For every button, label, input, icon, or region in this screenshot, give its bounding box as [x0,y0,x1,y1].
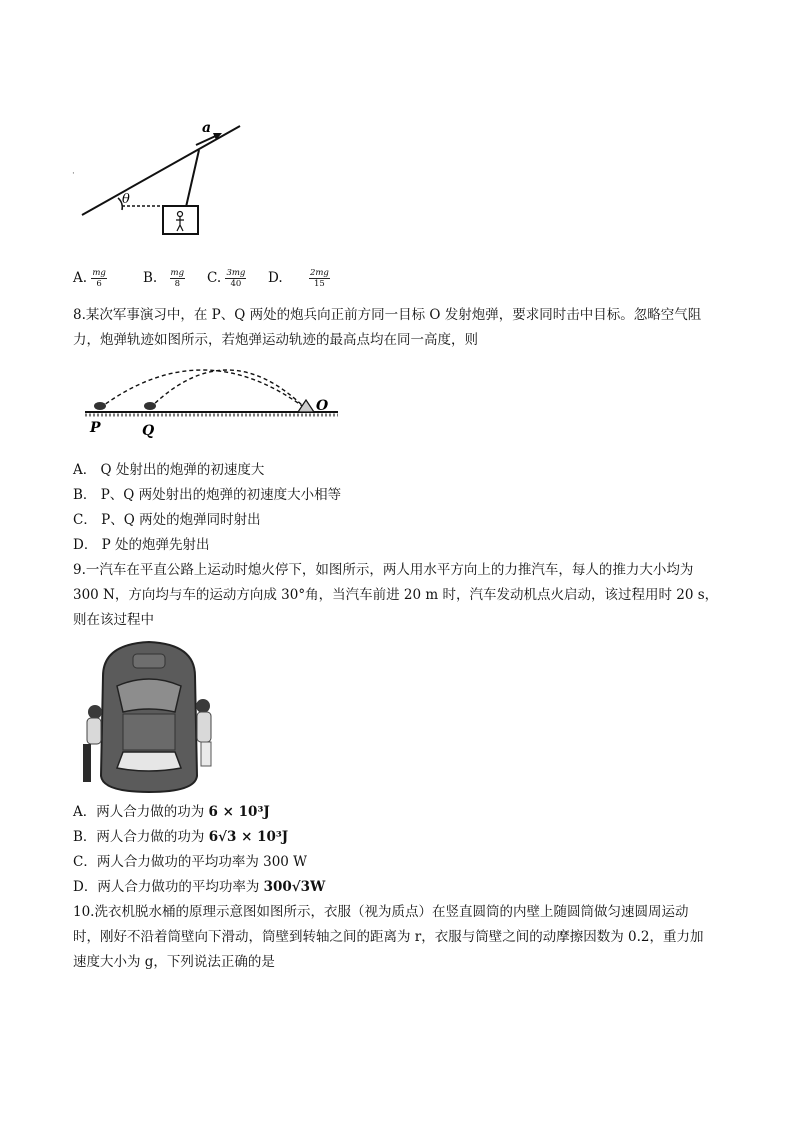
margin-mark: · [72,169,75,179]
q8-stem-line1: 8.某次军事演习中，在 P、Q 两处的炮兵向正前方同一目标 O 发射炮弹，要求同时击中目标。忽略空气阻 [73,307,702,323]
q8-option-d: D． P 处的炮弹先射出 [73,537,210,553]
car-push-photo [73,636,225,794]
q8-stem-line2: 力，炮弹轨迹如图所示，若炮弹运动轨迹的最高点均在同一高度，则 [73,332,478,348]
car-windshield [117,679,181,712]
car-roof [123,714,175,750]
option-math: 6 × 10³J [208,804,270,820]
fraction-numerator: mg [170,268,185,278]
q9-stem-line2: 300 N，方向均与车的运动方向成 30°角，当汽车前进 20 m 时，汽车发动机点火启动，该过程用时 20 s， [73,587,719,603]
q8-option-c: C． P、Q 两处的炮弹同时射出 [73,512,261,528]
q9-option-d [73,878,325,896]
option-letter: C. [207,270,222,286]
person-right-head-icon [196,699,210,713]
q9-stem-line3: 则在该过程中 [73,612,154,628]
target-triangle-icon [298,400,314,412]
rope [186,150,199,207]
q10-stem-line2: 时，刚好不沿着筒壁向下滑动，筒壁到转轴之间的距离为 r，衣服与筒壁之间的动摩擦因数为 0.2，重力加 [73,929,704,945]
q9-option-b [73,828,288,846]
option-letter: A. [73,270,88,286]
q7-option-d [268,268,330,289]
person-left-body [87,718,101,744]
fraction-denominator: 6 [96,279,102,289]
option-letter: D. [268,270,283,286]
fraction-numerator: 2mg [309,268,329,278]
accel-label: a [202,120,212,136]
option-math: 6√3 × 10³J [208,829,289,845]
q10-stem-line1: 10.洗衣机脱水桶的原理示意图如图所示，衣服（视为质点）在竖直圆筒的内壁上随圆筒做匀速圆周运动 [73,904,689,920]
option-letter: B. [143,270,158,286]
fraction-numerator: mg [92,268,106,278]
option-fraction [170,268,186,289]
option-fraction [225,268,246,289]
trajectory-q [150,370,305,408]
fraction-denominator: 15 [313,279,325,289]
cannon-p-icon [94,402,106,410]
cannon-q-icon [144,402,156,410]
trajectory-p [100,370,305,408]
q9-option-a [73,803,270,821]
option-fraction [309,268,330,289]
person-left-head-icon [88,705,102,719]
angle-label: θ [122,192,130,207]
fraction-denominator: 40 [230,279,242,289]
q9-option-c [73,853,307,871]
option-math: 300 W [263,854,308,870]
option-text: A．两人合力做的功为 [73,804,209,820]
option-math: 300√3W [263,879,326,895]
fraction-numerator: 3mg [226,268,246,278]
label-p: P [90,420,101,436]
q10-stem-line3: 速度大小为 g，下列说法正确的是 [73,954,275,970]
person-right-body [197,712,211,742]
option-text: B．两人合力做的功为 [73,829,209,845]
q9-stem-line1: 9.一汽车在平直公路上运动时熄火停下，如图所示，两人用水平方向上的力推汽车，每人的推力大小均为 [73,562,694,578]
q8-option-a: A． Q 处射出的炮弹的初速度大 [73,462,265,478]
q7-option-c [207,268,246,289]
q8-option-b: B． P、Q 两处射出的炮弹的初速度大小相等 [73,487,342,503]
option-fraction [91,268,107,289]
incline-figure [70,110,250,235]
label-o: O [316,398,329,414]
car-rear-window [117,752,181,771]
trajectory-figure [80,360,350,440]
person-right-legs [201,742,211,766]
option-text: D．两人合力做功的平均功率为 [73,879,264,895]
person-left-legs [83,744,91,782]
q7-option-a [73,268,107,289]
option-text: C．两人合力做功的平均功率为 [73,854,264,870]
car-hood-detail [133,654,165,668]
label-q: Q [142,423,155,439]
q7-option-b [143,268,185,289]
fraction-denominator: 8 [174,279,180,289]
